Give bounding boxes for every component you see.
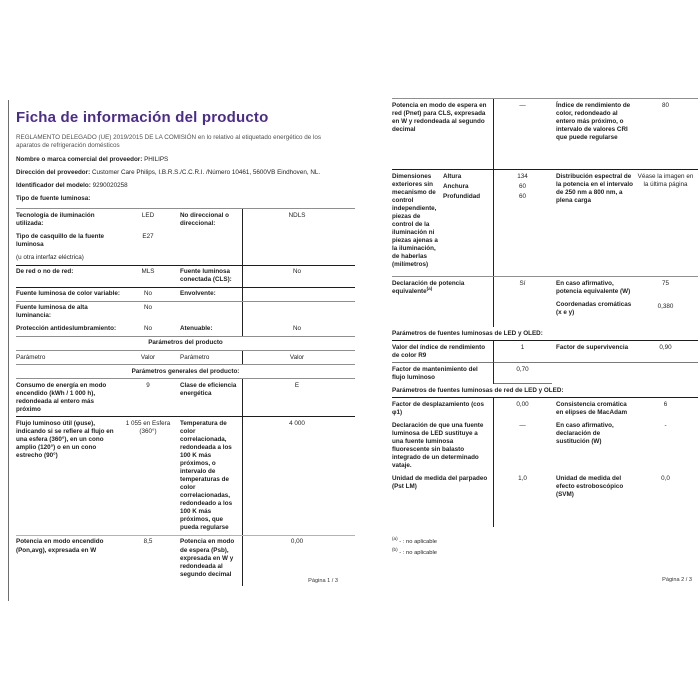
table-row (392, 341, 698, 363)
footnote-a-marker: (a) (392, 535, 398, 541)
param-cell: Potencia en modo encendido (Pon,avg), expresada en W (16, 538, 104, 554)
provider-name-label: Nombre o marca comercial del proveedor: (16, 156, 143, 164)
value-cell: NDLS (242, 209, 355, 230)
dimension-label-depth: Profundidad (443, 192, 481, 200)
table-row (16, 265, 355, 287)
param-cell: Flujo luminoso útil (φuse), indicando si se refiere al flujo en una esfera (360°), en un cono amplio (120°) o en un cono estrecho (90°) (16, 419, 114, 459)
value-cell: — (519, 421, 526, 429)
param-cell: Valor del índice de rendimiento de color R9 (392, 341, 494, 363)
provider-name-value: PHILIPS (144, 156, 169, 164)
section-heading-row (16, 364, 355, 378)
table-row (16, 301, 355, 323)
param-cell (176, 231, 242, 252)
product-table-left (16, 208, 355, 586)
model-id-line (16, 182, 352, 190)
value-cell (494, 170, 552, 276)
value-cell: 0,90 (637, 341, 698, 363)
param-cell: De red o no de red: (16, 268, 74, 276)
value-cell: 80 (661, 101, 669, 109)
param-cell: Consumo de energía en modo encendido (kWh / 1 000 h), redondeada al entero más próximo (16, 381, 107, 413)
product-table-right (392, 98, 698, 527)
light-source-type-heading: Tipo de fuente luminosa: (16, 195, 91, 203)
param-cell: Atenuable: (180, 325, 213, 333)
value-cell: 1 (494, 341, 552, 363)
section-heading-led-params: Parámetros de fuentes luminosas de LED y OLED: (392, 327, 698, 341)
chromaticity-value: 0,380 (657, 302, 674, 310)
param-cell (392, 277, 494, 327)
section-heading-row (16, 336, 355, 350)
value-cell: Véase la imagen en la última página (637, 172, 694, 188)
dimension-label-width: Anchura (443, 182, 469, 190)
value-cell: 0,00 (516, 400, 529, 408)
table-row (16, 208, 355, 230)
param-cell: En caso afirmativo, declaración de sustitución (W) (556, 421, 614, 445)
dimension-label-height: Altura (443, 172, 462, 180)
param-cell: Tipo de casquillo de la fuente luminosa (16, 233, 105, 249)
param-cell: Envolvente: (180, 290, 216, 298)
param-cell (552, 363, 637, 384)
footnote-marker-a: (a) (426, 285, 433, 291)
value-cell: 0,70 (494, 363, 552, 384)
table-row (392, 98, 698, 169)
param-cell: Declaración de que una fuente luminosa de LED sustituye a una fuente luminosa fluorescente sin balasto integrado de un determinado vataje. (392, 419, 494, 472)
param-cell: Tecnología de iluminación utilizada: (16, 211, 95, 228)
dimensions-row (392, 169, 698, 276)
value-cell (242, 231, 355, 252)
value-cell: Sí (519, 279, 526, 287)
provider-name-line (16, 156, 352, 164)
param-cell: Factor de supervivencia (552, 341, 637, 363)
table-row (16, 287, 355, 301)
footnote-a (392, 535, 698, 546)
table-row (16, 231, 355, 252)
param-cell: Factor de mantenimiento del flujo luminoso (392, 363, 494, 384)
param-cell: (u otra interfaz eléctrica) (16, 254, 84, 262)
table-row (16, 378, 355, 416)
param-cell (392, 170, 494, 276)
table-row (392, 473, 698, 527)
value-cell: No (242, 266, 355, 287)
param-cell: No direccional o direccional: (180, 211, 229, 228)
document-page-2 (392, 98, 698, 598)
model-id-value: 9290020258 (92, 182, 128, 190)
value-cell: 0,0 (661, 475, 670, 483)
table-row (16, 252, 355, 265)
dimension-labels (443, 173, 489, 270)
value-cell: 0,00 (242, 536, 355, 586)
value-cell: No (143, 304, 153, 312)
section-heading-row (392, 327, 698, 341)
section-heading-product-params: Parámetros del producto (148, 339, 223, 347)
table-row (16, 535, 355, 586)
param-cell (552, 277, 637, 327)
param-cell: Potencia en modo de espera (Psb), expresada en W y redondeada al segundo decimal (180, 538, 235, 578)
value-cell: No (242, 323, 355, 336)
param-cell (176, 252, 242, 265)
page-title: Ficha de información del producto (16, 109, 269, 126)
value-cell: LED (141, 211, 155, 219)
section-heading-general-params: Parámetros generales del producto: (131, 367, 240, 375)
param-cell (176, 302, 242, 323)
param-cell: Consistencia cromática en elipses de MacAdam (556, 400, 628, 416)
footnote-b (392, 546, 698, 557)
footnote-b-text: - : no aplicable (399, 549, 437, 556)
value-cell (637, 277, 698, 327)
value-cell: - (664, 421, 667, 429)
value-cell: E27 (142, 233, 154, 241)
value-cell: No (143, 290, 153, 298)
dimension-value-height: 134 (517, 172, 528, 180)
page-number: Página 2 / 3 (662, 576, 692, 583)
param-cell: Unidad de medida del efecto estroboscópico (SVM) (556, 475, 624, 499)
param-cell: Temperatura de color correlacionada, redondeada a los 100 K más próximos, o intervalo de temperaturas de color correlacionadas, redondeado a los 100 K más próximos, que pueda regularse (180, 419, 233, 532)
param-cell: Clase de eficiencia energética (180, 381, 237, 397)
dimension-value-width: 60 (518, 182, 526, 190)
value-cell (124, 252, 176, 265)
column-header: Valor (242, 351, 355, 364)
footnotes (392, 535, 698, 557)
model-id-label: Identificador del modelo: (16, 182, 91, 190)
section-heading-mains-led-params: Parámetros de fuentes luminosas de red de LED y OLED: (392, 384, 698, 398)
param-cell: Fuente luminosa conectada (CLS): (180, 268, 232, 284)
page-number: Página 1 / 3 (308, 577, 338, 584)
param-cell: Potencia en modo de espera en red (Pnet) para CLS, expresada en W y redondeada al segundo decimal (392, 99, 494, 169)
equivalent-power-row (392, 276, 698, 327)
param-cell: Factor de desplazamiento (cos φ1) (392, 398, 494, 419)
column-header: Valor (140, 353, 156, 361)
param-cell: Distribución espectral de la potencia en el intervalo de 250 nm a 800 nm, a plena carga (556, 172, 633, 204)
value-cell (242, 288, 355, 301)
value-cell: 6 (663, 400, 668, 408)
document-page-1 (8, 100, 362, 601)
dimension-value-depth: 60 (518, 192, 526, 200)
equivalent-power-if-yes-label: En caso afirmativo, potencia equivalente (W) (556, 279, 631, 295)
table-header-row (16, 350, 355, 364)
value-cell: E (242, 379, 355, 416)
value-cell: 1,0 (518, 475, 527, 483)
dimensions-description: Dimensiones exteriores sin mecanismo de control independiente, piezas de control de la iluminación ni piezas ajenas a la iluminación, de haberlas (milímetros) (392, 172, 438, 269)
value-cell (242, 302, 355, 323)
section-heading-row (392, 384, 698, 398)
equivalent-power-label: Declaración de potencia equivalente (392, 279, 465, 295)
param-cell: Protección antideslumbramiento: (16, 325, 117, 333)
provider-address-value: Customer Care Philips, I.B.R.S./C.C.R.I. /Número 10461, 5600VB Eindhoven, NL. (91, 169, 321, 177)
param-cell: Fuente luminosa de color variable: (16, 290, 120, 298)
provider-address-line (16, 169, 352, 177)
table-row (16, 416, 355, 535)
column-header: Parámetro (180, 353, 210, 361)
table-row (392, 363, 698, 384)
regulation-text: REGLAMENTO DELEGADO (UE) 2019/2015 DE LA COMISIÓN en lo relativo al etiquetado energético de los aparatos de refrigeración domésticos (16, 134, 322, 150)
value-cell: No (143, 325, 153, 333)
param-cell: Unidad de medida del parpadeo (Pst LM) (392, 473, 494, 527)
footnote-b-marker: (b) (392, 546, 398, 552)
param-cell: Índice de rendimiento de color, redondeado al entero más próximo, o intervalo de valores CRI que puede regularse (556, 101, 631, 141)
value-cell: 4 000 (242, 417, 355, 535)
table-row (392, 419, 698, 472)
value-cell (242, 252, 355, 265)
footnote-a-text: - : no aplicable (399, 538, 437, 545)
value-cell: 1 055 en Esfera (360°) (125, 419, 171, 435)
column-header: Parámetro (16, 353, 46, 361)
provider-address-label: Dirección del proveedor: (16, 169, 91, 177)
chromaticity-label: Coordenadas cromáticas (x e y) (556, 300, 632, 316)
value-cell: MLS (141, 268, 155, 276)
param-cell: Fuente luminosa de alta luminancia: (16, 304, 88, 320)
value-cell (637, 363, 698, 384)
value-cell: 8,5 (143, 538, 153, 546)
table-row (16, 323, 355, 336)
equivalent-power-value: 75 (661, 279, 669, 287)
value-cell: — (519, 101, 526, 109)
table-row (392, 398, 698, 419)
value-cell: 9 (146, 381, 150, 389)
